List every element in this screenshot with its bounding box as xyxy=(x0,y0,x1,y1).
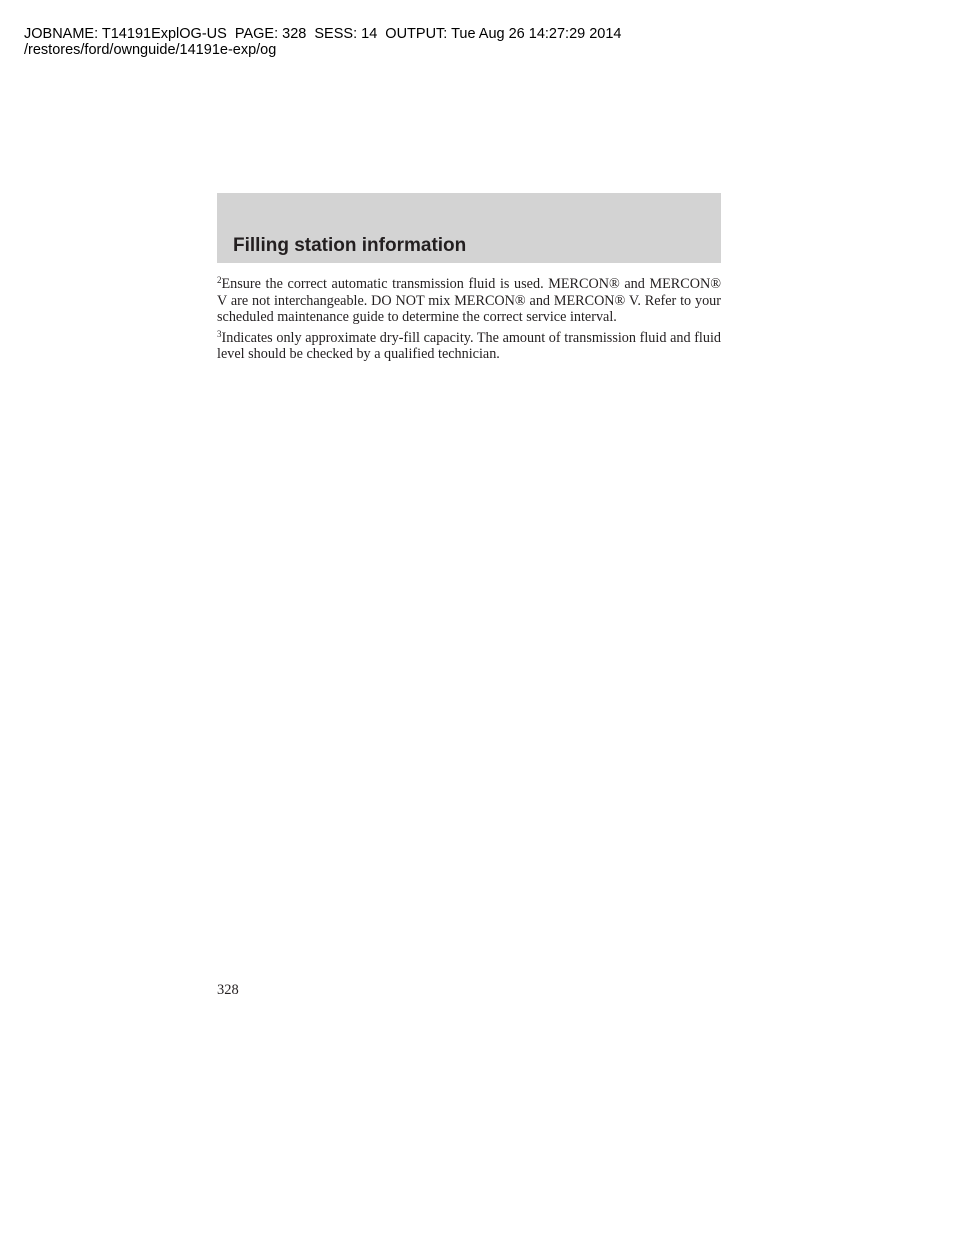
footnote-3 xyxy=(217,330,721,363)
job-info xyxy=(24,26,622,58)
footnote-text: Indicates only approximate dry-fill capacity. The amount of transmission fluid and fluid level should be checked by a qualified technician. xyxy=(217,329,721,362)
page-number: 328 xyxy=(217,982,239,998)
job-info-line-1: JOBNAME: T14191ExplOG-US PAGE: 328 SESS: 14 OUTPUT: Tue Aug 26 14:27:29 2014 xyxy=(24,26,622,42)
footnote-marker: 2 xyxy=(217,275,222,285)
section-header xyxy=(217,193,721,263)
footnote-marker: 3 xyxy=(217,328,222,339)
section-title: Filling station information xyxy=(233,235,467,256)
footnotes xyxy=(217,276,721,367)
footnote-2 xyxy=(217,276,721,326)
job-info-line-2: /restores/ford/ownguide/14191e-exp/og xyxy=(24,42,277,58)
footnote-text: Ensure the correct automatic transmission fluid is used. MERCON® and MERCON® V are not interchangeable. DO NOT mix MERCON® and MERCON® V. Refer to your scheduled maintenance guide to determine the correct service interval. xyxy=(217,276,721,325)
